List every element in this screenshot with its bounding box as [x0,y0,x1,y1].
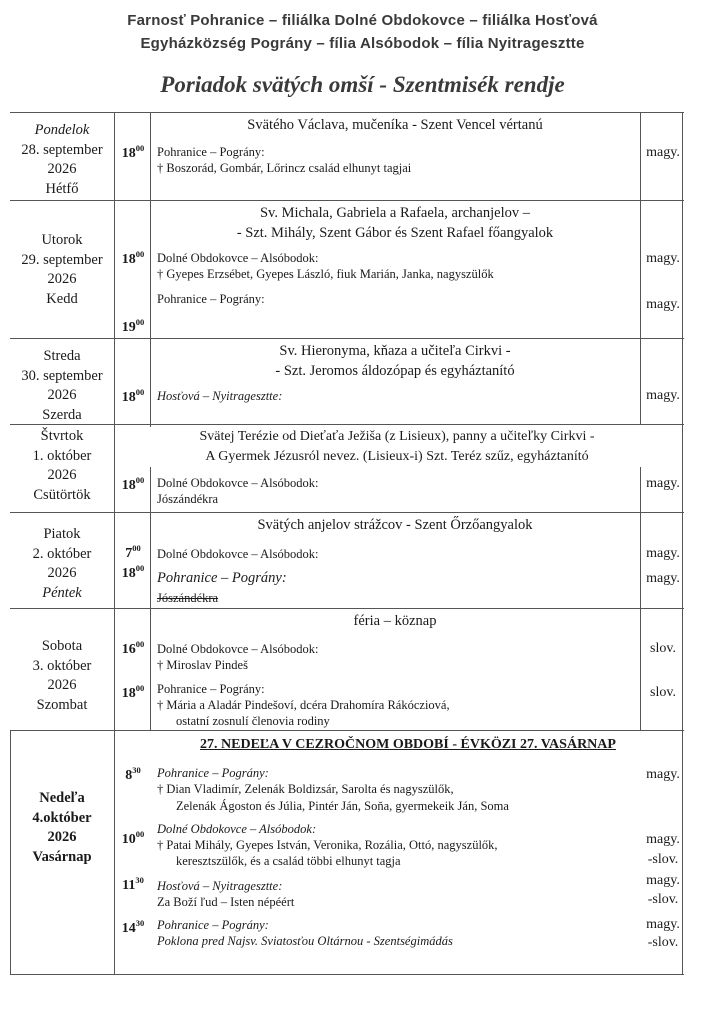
day-name: Nedeľa [39,790,85,806]
mass-time: $18^{00}$ [121,143,145,161]
day-name-hu: Szombat [36,696,88,713]
day-name-hu: Kedd [46,290,78,307]
mass-place: Dolné Obdokovce – Alsóbodok: [157,251,319,265]
mass-time: $18^{00}$ [121,249,145,267]
day-block-tuesday [10,200,684,338]
day-name-hu: Péntek [42,584,82,601]
mass-intention: † Boszorád, Gombár, Lőrincz család elhunyt tagjai [157,161,412,175]
parish-header-line1: Farnosť Pohranice – filiálka Dolné Obdokovce – filiálka Hosťová [127,12,598,29]
day-name-hu: Hétfő [45,180,79,197]
day-name-hu: Vasárnap [32,848,92,865]
day-year: 2026 [47,161,77,177]
mass-intention: † Gyepes Erzsébet, Gyepes László, fiuk Marián, Janka, nagyszülők [157,267,494,281]
mass-language: magy. [646,917,680,932]
feast-line: 27. NEDEĽA V CEZROČNOM OBDOBÍ - ÉVKÖZI 27. VASÁRNAP [200,737,616,752]
parish-header-line2: Egyházközség Pográny – fília Alsóbodok – fília Nyitragesztte [140,35,585,52]
day-date: 28. september [21,141,103,158]
feast-line: A Gyermek Jézusról nevez. (Lisieux-i) Szt. Teréz szűz, egyháztanító [205,449,589,464]
mass-place: Hosťová – Nyitragesztte: [157,389,283,403]
mass-intention: † Miroslav Pindeš [157,658,248,672]
day-name-hu: Csütörtök [33,486,91,503]
mass-language: -slov. [647,892,679,907]
feast-title [150,203,640,243]
mass-place: Dolné Obdokovce – Alsóbodok: [157,476,319,490]
day-block-monday [10,112,684,200]
mass-language: slov. [650,641,676,656]
mass-language: -slov. [647,935,679,950]
day-year: 2026 [47,271,77,287]
mass-place: Pohranice – Pográny: [157,682,265,696]
mass-time: $10^{00}$ [121,829,145,847]
day-block-friday [10,512,684,608]
day-date: 1. október [32,447,92,464]
mass-time: $18^{00}$ [121,475,145,493]
day-name-hu: Szerda [42,406,82,423]
day-label [10,427,114,505]
day-year: 2026 [47,677,77,693]
mass-place: Pohranice – Pográny: [157,292,265,306]
mass-time: $19^{00}$ [121,317,145,335]
day-label [10,637,114,715]
page-title: Poriadok svätých omší - Szentmisék rendje [160,72,565,97]
day-block-thursday [10,424,684,512]
mass-place: Pohranice – Pográny: [157,145,265,159]
mass-intention: † Dian Vladimír, Zelenák Boldizsár, Sarolta és nagyszülők, [157,782,454,796]
day-date: 4.október [32,809,92,826]
mass-intention: Jószándékra [157,591,219,605]
day-name: Utorok [41,232,83,248]
day-block-sunday [10,730,684,974]
table-bottom-border [10,974,684,975]
day-year: 2026 [47,387,77,403]
mass-intention: keresztszülők, és a család többi elhunyt tagja [176,854,401,868]
mass-place: Pohranice – Pográny: [157,918,269,932]
mass-intention: Jószándékra [157,492,219,506]
day-block-saturday [10,608,684,730]
feast-line: Svätého Václava, mučeníka - Szent Vencel vértanú [247,117,543,133]
mass-intention: Poklona pred Najsv. Sviatosťou Oltárnou - Szentségimádás [157,934,453,948]
day-name: Streda [43,348,81,364]
feast-line: - Szt. Jeromos áldozópap és egyháztanító [275,363,515,379]
day-label [10,231,114,309]
mass-time: $16^{00}$ [121,639,145,657]
mass-intention: Zelenák Ágoston és Júlia, Pintér Ján, Soňa, gyermekeik Ján, Soma [176,799,509,813]
mass-place: Dolné Obdokovce – Alsóbodok: [157,642,319,656]
day-name: Pondelok [34,122,90,138]
mass-intention: † Patai Mihály, Gyepes István, Veronika, Rozália, Ottó, nagyszülők, [157,838,498,852]
feast-title [150,611,640,631]
mass-language: magy. [646,832,680,847]
day-block-wednesday [10,338,684,424]
feast-title [146,427,648,467]
mass-intention: Za Boží ľud – Isten népéért [157,895,295,909]
day-date: 3. október [32,657,92,674]
mass-language: magy. [646,767,680,782]
day-name: Štvrtok [40,428,84,444]
day-date: 2. október [32,545,92,562]
mass-place: Dolné Obdokovce – Alsóbodok: [157,822,317,836]
day-date: 30. september [21,367,103,384]
feast-line: Svätých anjelov strážcov - Szent Őrzőangyalok [257,517,533,533]
day-label [10,789,114,867]
day-date: 29. september [21,251,103,268]
day-label [10,121,114,199]
day-label [10,525,114,603]
mass-time: $14^{30}$ [121,918,145,936]
mass-language: magy. [646,571,680,586]
mass-language: magy. [646,145,680,160]
mass-language: magy. [646,388,680,403]
mass-language: magy. [646,476,680,491]
day-name: Sobota [41,638,83,654]
mass-language: magy. [646,873,680,888]
mass-intention: ostatní zosnulí členovia rodiny [176,714,330,728]
feast-line: Sv. Hieronyma, kňaza a učiteľa Cirkvi - [279,343,511,359]
mass-language: magy. [646,297,680,312]
mass-language: slov. [650,685,676,700]
day-year: 2026 [47,467,77,483]
feast-line: féria – köznap [353,613,437,629]
feast-title [150,341,640,381]
mass-time: $18^{00}$ [121,387,145,405]
day-name: Piatok [43,526,81,542]
mass-time: $18^{00}$ [121,683,145,701]
mass-time: $7^{00}$ [125,543,141,561]
mass-place: Dolné Obdokovce – Alsóbodok: [157,547,319,561]
day-year: 2026 [47,829,77,845]
feast-line: Sv. Michala, Gabriela a Rafaela, archanjelov – [259,205,530,221]
mass-place: Pohranice – Pográny: [157,766,269,780]
mass-place: Hosťová – Nyitragesztte: [157,879,283,893]
mass-intention: † Mária a Aladár Pindešoví, dcéra Drahomíra Rákócziová, [157,698,450,712]
feast-title [118,735,698,755]
day-label [10,347,114,425]
feast-line: Svätej Terézie od Dieťaťa Ježiša (z Lisieux), panny a učiteľky Cirkvi - [199,429,595,444]
feast-line: - Szt. Mihály, Szent Gábor és Szent Rafael főangyalok [236,225,554,241]
feast-title [150,115,640,135]
mass-language: -slov. [647,852,679,867]
mass-time: $11^{30}$ [122,875,144,893]
mass-language: magy. [646,546,680,561]
feast-title [150,515,640,535]
mass-language: magy. [646,251,680,266]
mass-place: Pohranice – Pográny: [157,570,287,586]
mass-time: $8^{30}$ [125,765,141,783]
day-year: 2026 [47,565,77,581]
mass-time: $18^{00}$ [121,563,145,581]
